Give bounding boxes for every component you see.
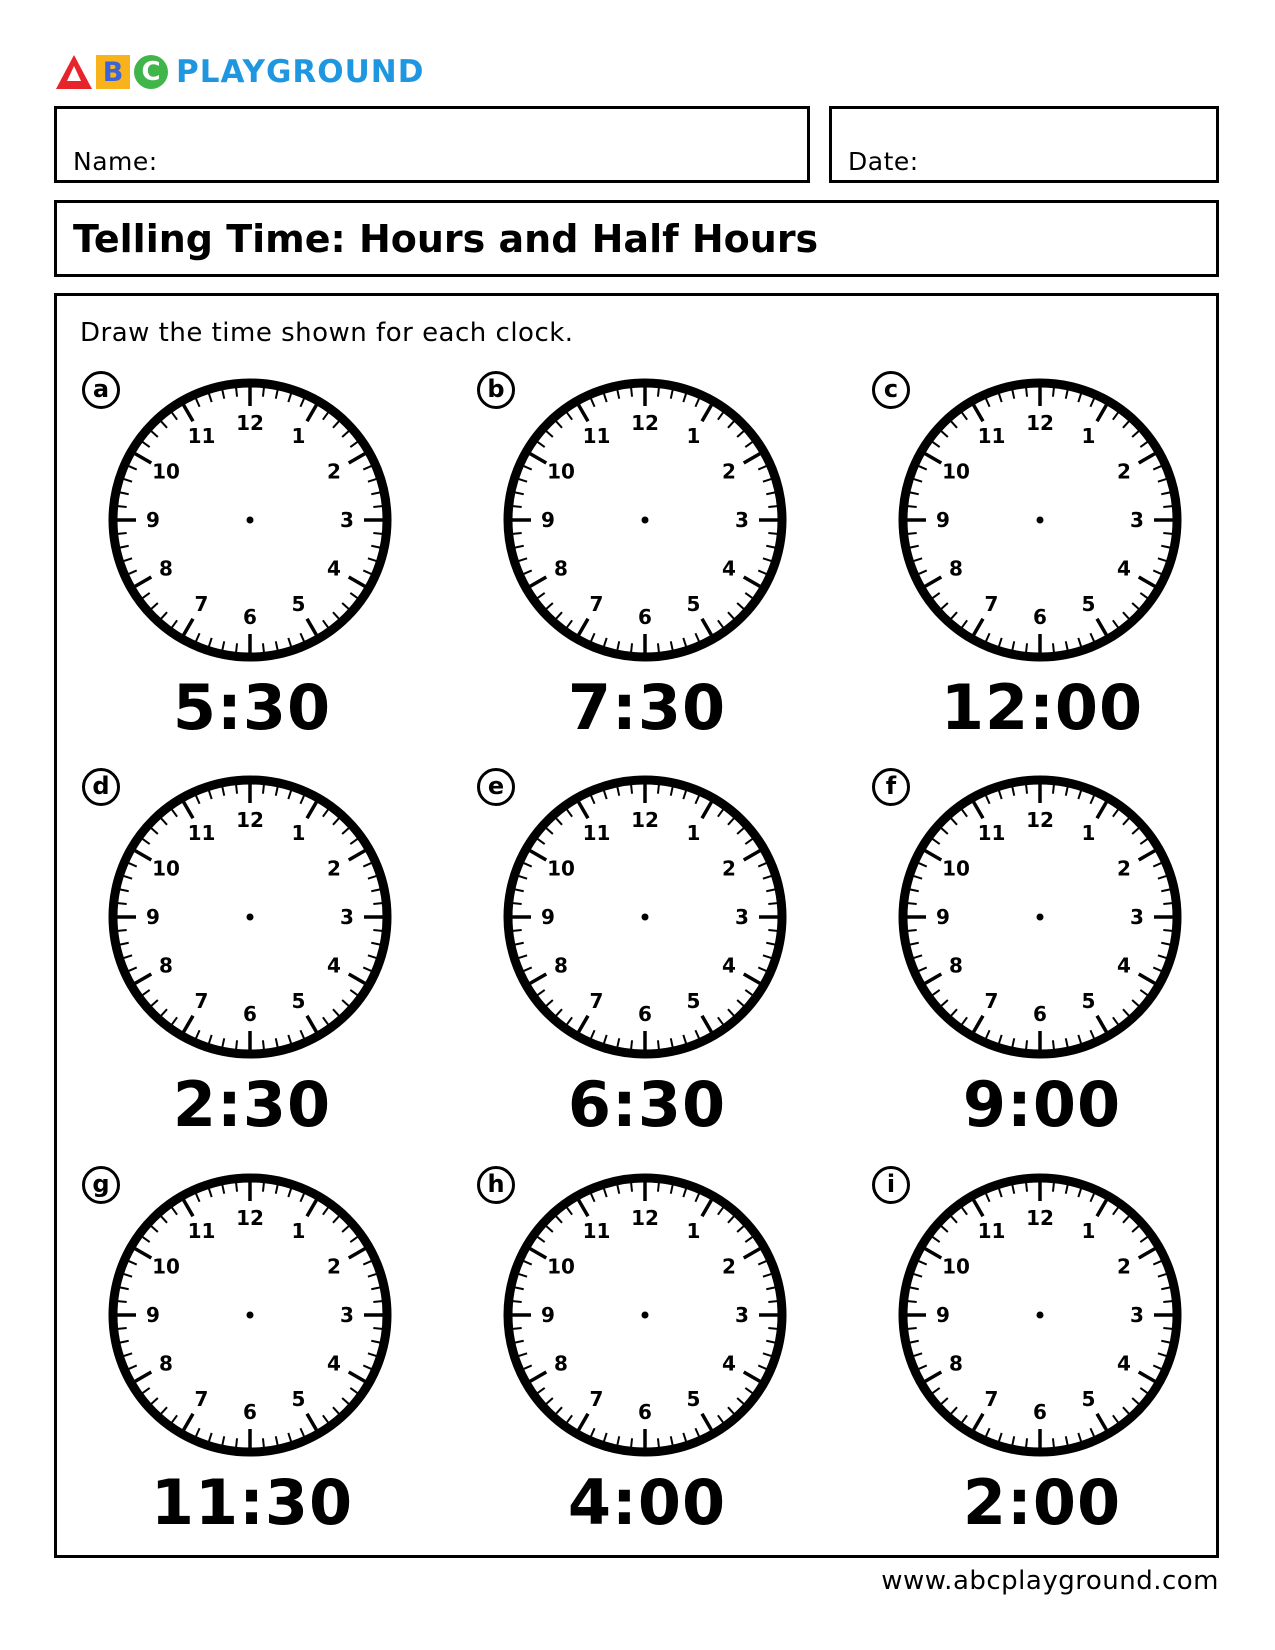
clock-number: 3 bbox=[735, 905, 749, 929]
minute-tick bbox=[513, 1301, 522, 1302]
minute-tick bbox=[768, 533, 777, 534]
clock-number: 2 bbox=[327, 459, 341, 484]
minute-tick bbox=[908, 533, 917, 534]
clock-number: 11 bbox=[187, 820, 216, 845]
minute-tick bbox=[1163, 930, 1172, 931]
clock-number: 4 bbox=[722, 556, 736, 581]
clock-letter-badge: h bbox=[477, 1166, 515, 1204]
clock-number: 10 bbox=[547, 1254, 575, 1279]
clock-number: 2 bbox=[1117, 459, 1131, 484]
clock-face[interactable] bbox=[501, 773, 789, 1061]
clock-number: 9 bbox=[146, 1303, 160, 1327]
minute-tick bbox=[1026, 785, 1027, 794]
minute-tick bbox=[1053, 388, 1054, 397]
logo-letter-a bbox=[54, 53, 94, 91]
clock-number: 12 bbox=[631, 1206, 659, 1230]
clock-letter-badge: b bbox=[477, 371, 515, 409]
title-box bbox=[54, 200, 1219, 277]
clock-number: 7 bbox=[589, 1387, 604, 1412]
clock-number: 9 bbox=[541, 905, 555, 929]
footer-url: www.abcplayground.com bbox=[881, 1566, 1219, 1596]
clock-number: 3 bbox=[1130, 1303, 1144, 1327]
date-field[interactable] bbox=[829, 106, 1219, 183]
clock-number: 8 bbox=[554, 556, 568, 581]
clock-item bbox=[872, 371, 1212, 751]
minute-tick bbox=[1053, 1040, 1054, 1049]
minute-tick bbox=[658, 1438, 659, 1447]
clock-number: 1 bbox=[1081, 820, 1096, 845]
minute-tick bbox=[1163, 1301, 1172, 1302]
clock-number: 4 bbox=[1117, 1351, 1131, 1376]
minute-tick bbox=[631, 1438, 632, 1447]
clock-item bbox=[477, 371, 817, 751]
clock-number: 1 bbox=[686, 1218, 701, 1243]
clock-number: 4 bbox=[722, 1351, 736, 1376]
clock-number: 5 bbox=[1081, 592, 1096, 617]
clock-number: 10 bbox=[152, 856, 180, 881]
clock-item bbox=[82, 768, 422, 1148]
clock-letter-badge: e bbox=[477, 768, 515, 806]
logo-text: PLAYGROUND bbox=[176, 54, 425, 90]
clock-number: 5 bbox=[686, 592, 701, 617]
clock-number: 2 bbox=[1117, 856, 1131, 881]
center-dot bbox=[1037, 517, 1044, 524]
minute-tick bbox=[373, 930, 382, 931]
minute-tick bbox=[658, 643, 659, 652]
clock-number: 7 bbox=[194, 989, 209, 1014]
clock-number: 10 bbox=[942, 1254, 970, 1279]
clock-number: 6 bbox=[1033, 1002, 1047, 1026]
clock-item bbox=[477, 1166, 817, 1546]
minute-tick bbox=[631, 643, 632, 652]
clock-number: 4 bbox=[327, 953, 341, 978]
clock-number: 12 bbox=[631, 411, 659, 435]
clock-letter-badge: a bbox=[82, 371, 120, 409]
clock-number: 11 bbox=[977, 820, 1006, 845]
clock-number: 12 bbox=[236, 411, 264, 435]
clock-number: 1 bbox=[291, 1218, 306, 1243]
clock-item bbox=[82, 371, 422, 751]
minute-tick bbox=[908, 1301, 917, 1302]
clock-face[interactable] bbox=[106, 376, 394, 664]
clock-number: 9 bbox=[541, 508, 555, 532]
clock-number: 8 bbox=[159, 953, 173, 978]
minute-tick bbox=[1053, 1183, 1054, 1192]
clock-number: 11 bbox=[582, 1218, 611, 1243]
clock-letter-badge: d bbox=[82, 768, 120, 806]
minute-tick bbox=[513, 1328, 522, 1329]
clock-letter-badge: c bbox=[872, 371, 910, 409]
clock-number: 7 bbox=[194, 592, 209, 617]
clock-time-label: 11:30 bbox=[150, 1466, 354, 1539]
worksheet-body bbox=[54, 293, 1219, 1558]
clock-number: 2 bbox=[1117, 1254, 1131, 1279]
minute-tick bbox=[631, 1183, 632, 1192]
clock-number: 7 bbox=[984, 989, 999, 1014]
clock-number: 7 bbox=[589, 592, 604, 617]
clock-number: 4 bbox=[1117, 953, 1131, 978]
clock-time-label: 12:00 bbox=[940, 671, 1144, 744]
clock-number: 6 bbox=[243, 605, 257, 629]
clock-number: 2 bbox=[327, 856, 341, 881]
minute-tick bbox=[118, 1301, 127, 1302]
clock-number: 12 bbox=[236, 1206, 264, 1230]
minute-tick bbox=[513, 506, 522, 507]
name-field[interactable] bbox=[54, 106, 810, 183]
minute-tick bbox=[658, 1040, 659, 1049]
clock-item bbox=[82, 1166, 422, 1546]
worksheet-title: Telling Time: Hours and Half Hours bbox=[73, 217, 819, 261]
clock-number: 10 bbox=[547, 856, 575, 881]
minute-tick bbox=[768, 506, 777, 507]
minute-tick bbox=[1026, 1438, 1027, 1447]
minute-tick bbox=[263, 1438, 264, 1447]
clock-number: 8 bbox=[159, 1351, 173, 1376]
clock-number: 8 bbox=[554, 953, 568, 978]
minute-tick bbox=[768, 903, 777, 904]
name-label: Name: bbox=[73, 147, 158, 176]
minute-tick bbox=[1163, 903, 1172, 904]
clock-number: 5 bbox=[291, 989, 306, 1014]
clock-number: 4 bbox=[1117, 556, 1131, 581]
clock-number: 1 bbox=[291, 820, 306, 845]
minute-tick bbox=[768, 930, 777, 931]
minute-tick bbox=[513, 903, 522, 904]
clock-letter-badge: g bbox=[82, 1166, 120, 1204]
clock-number: 3 bbox=[340, 508, 354, 532]
minute-tick bbox=[513, 533, 522, 534]
minute-tick bbox=[658, 388, 659, 397]
center-dot bbox=[247, 517, 254, 524]
center-dot bbox=[247, 914, 254, 921]
minute-tick bbox=[658, 785, 659, 794]
logo-letter-b: B bbox=[96, 55, 130, 89]
center-dot bbox=[642, 914, 649, 921]
clock-number: 10 bbox=[942, 459, 970, 484]
clock-time-label: 2:30 bbox=[172, 1068, 332, 1141]
minute-tick bbox=[236, 1438, 237, 1447]
clock-number: 11 bbox=[582, 423, 611, 448]
clock-number: 7 bbox=[984, 592, 999, 617]
center-dot bbox=[642, 1312, 649, 1319]
clock-number: 9 bbox=[541, 1303, 555, 1327]
clock-face[interactable] bbox=[501, 376, 789, 664]
clock-number: 12 bbox=[1026, 1206, 1054, 1230]
minute-tick bbox=[1053, 1438, 1054, 1447]
minute-tick bbox=[631, 388, 632, 397]
clock-number: 9 bbox=[936, 1303, 950, 1327]
clock-number: 8 bbox=[949, 953, 963, 978]
minute-tick bbox=[118, 1328, 127, 1329]
minute-tick bbox=[1026, 1040, 1027, 1049]
minute-tick bbox=[263, 785, 264, 794]
clock-number: 6 bbox=[638, 605, 652, 629]
clock-number: 8 bbox=[949, 556, 963, 581]
minute-tick bbox=[1053, 643, 1054, 652]
minute-tick bbox=[373, 1328, 382, 1329]
clock-number: 9 bbox=[146, 905, 160, 929]
clock-number: 5 bbox=[1081, 989, 1096, 1014]
minute-tick bbox=[1026, 388, 1027, 397]
clock-number: 7 bbox=[984, 1387, 999, 1412]
clock-number: 1 bbox=[1081, 1218, 1096, 1243]
clock-time-label: 4:00 bbox=[567, 1466, 727, 1539]
clock-number: 6 bbox=[1033, 1400, 1047, 1424]
abc-playground-logo bbox=[54, 52, 424, 92]
clock-face[interactable] bbox=[501, 1171, 789, 1459]
minute-tick bbox=[658, 1183, 659, 1192]
minute-tick bbox=[236, 1040, 237, 1049]
clock-number: 6 bbox=[1033, 605, 1047, 629]
minute-tick bbox=[373, 533, 382, 534]
clock-number: 9 bbox=[146, 508, 160, 532]
clock-number: 2 bbox=[722, 1254, 736, 1279]
clock-number: 8 bbox=[949, 1351, 963, 1376]
clock-number: 3 bbox=[1130, 905, 1144, 929]
date-label: Date: bbox=[848, 147, 919, 176]
clock-number: 1 bbox=[291, 423, 306, 448]
clock-number: 3 bbox=[340, 1303, 354, 1327]
clock-number: 12 bbox=[236, 808, 264, 832]
clock-number: 1 bbox=[686, 423, 701, 448]
clock-number: 8 bbox=[554, 1351, 568, 1376]
center-dot bbox=[1037, 914, 1044, 921]
instructions: Draw the time shown for each clock. bbox=[80, 318, 574, 348]
clock-number: 12 bbox=[631, 808, 659, 832]
clock-number: 2 bbox=[722, 459, 736, 484]
minute-tick bbox=[373, 506, 382, 507]
clock-number: 10 bbox=[547, 459, 575, 484]
minute-tick bbox=[118, 533, 127, 534]
minute-tick bbox=[908, 1328, 917, 1329]
clock-face[interactable] bbox=[896, 773, 1184, 1061]
minute-tick bbox=[118, 903, 127, 904]
minute-tick bbox=[908, 930, 917, 931]
minute-tick bbox=[263, 643, 264, 652]
minute-tick bbox=[768, 1328, 777, 1329]
minute-tick bbox=[1053, 785, 1054, 794]
minute-tick bbox=[631, 1040, 632, 1049]
minute-tick bbox=[263, 1183, 264, 1192]
minute-tick bbox=[263, 1040, 264, 1049]
clock-number: 5 bbox=[1081, 1387, 1096, 1412]
minute-tick bbox=[373, 1301, 382, 1302]
clock-time-label: 5:30 bbox=[172, 671, 332, 744]
clock-time-label: 9:00 bbox=[962, 1068, 1122, 1141]
minute-tick bbox=[631, 785, 632, 794]
clock-number: 3 bbox=[735, 1303, 749, 1327]
center-dot bbox=[1037, 1312, 1044, 1319]
clock-time-label: 2:00 bbox=[962, 1466, 1122, 1539]
center-dot bbox=[247, 1312, 254, 1319]
clock-number: 10 bbox=[152, 459, 180, 484]
clock-number: 5 bbox=[291, 1387, 306, 1412]
clock-number: 5 bbox=[686, 989, 701, 1014]
clock-number: 10 bbox=[942, 856, 970, 881]
clock-number: 11 bbox=[187, 1218, 216, 1243]
clock-number: 4 bbox=[327, 556, 341, 581]
clock-number: 3 bbox=[735, 508, 749, 532]
minute-tick bbox=[1026, 1183, 1027, 1192]
clock-number: 9 bbox=[936, 905, 950, 929]
clock-item bbox=[477, 768, 817, 1148]
minute-tick bbox=[768, 1301, 777, 1302]
clock-letter-badge: f bbox=[872, 768, 910, 806]
clock-letter-badge: i bbox=[872, 1166, 910, 1204]
clock-number: 11 bbox=[977, 423, 1006, 448]
clock-number: 5 bbox=[291, 592, 306, 617]
minute-tick bbox=[118, 506, 127, 507]
clock-number: 9 bbox=[936, 508, 950, 532]
clock-number: 6 bbox=[243, 1002, 257, 1026]
minute-tick bbox=[1163, 1328, 1172, 1329]
logo-letter-c: C bbox=[134, 55, 168, 89]
clock-number: 11 bbox=[977, 1218, 1006, 1243]
minute-tick bbox=[236, 785, 237, 794]
clock-item bbox=[872, 1166, 1212, 1546]
clock-number: 11 bbox=[582, 820, 611, 845]
clock-number: 5 bbox=[686, 1387, 701, 1412]
minute-tick bbox=[236, 643, 237, 652]
minute-tick bbox=[118, 930, 127, 931]
minute-tick bbox=[1026, 643, 1027, 652]
minute-tick bbox=[908, 506, 917, 507]
minute-tick bbox=[373, 903, 382, 904]
clock-number: 4 bbox=[327, 1351, 341, 1376]
clock-item bbox=[872, 768, 1212, 1148]
clock-number: 6 bbox=[638, 1002, 652, 1026]
clock-number: 7 bbox=[194, 1387, 209, 1412]
clock-time-label: 7:30 bbox=[567, 671, 727, 744]
clock-number: 2 bbox=[327, 1254, 341, 1279]
minute-tick bbox=[1163, 506, 1172, 507]
clock-face[interactable] bbox=[106, 1171, 394, 1459]
minute-tick bbox=[513, 930, 522, 931]
clock-number: 4 bbox=[722, 953, 736, 978]
clock-number: 1 bbox=[1081, 423, 1096, 448]
clock-number: 12 bbox=[1026, 411, 1054, 435]
clock-number: 7 bbox=[589, 989, 604, 1014]
clock-number: 8 bbox=[159, 556, 173, 581]
minute-tick bbox=[908, 903, 917, 904]
clock-number: 3 bbox=[340, 905, 354, 929]
minute-tick bbox=[236, 1183, 237, 1192]
clock-number: 6 bbox=[243, 1400, 257, 1424]
clock-number: 6 bbox=[638, 1400, 652, 1424]
clock-number: 11 bbox=[187, 423, 216, 448]
clock-number: 12 bbox=[1026, 808, 1054, 832]
minute-tick bbox=[236, 388, 237, 397]
center-dot bbox=[642, 517, 649, 524]
clock-face[interactable] bbox=[896, 1171, 1184, 1459]
minute-tick bbox=[263, 388, 264, 397]
clock-number: 3 bbox=[1130, 508, 1144, 532]
clock-number: 2 bbox=[722, 856, 736, 881]
clock-time-label: 6:30 bbox=[567, 1068, 727, 1141]
clock-face[interactable] bbox=[896, 376, 1184, 664]
minute-tick bbox=[1163, 533, 1172, 534]
clock-number: 1 bbox=[686, 820, 701, 845]
clock-number: 10 bbox=[152, 1254, 180, 1279]
clock-face[interactable] bbox=[106, 773, 394, 1061]
